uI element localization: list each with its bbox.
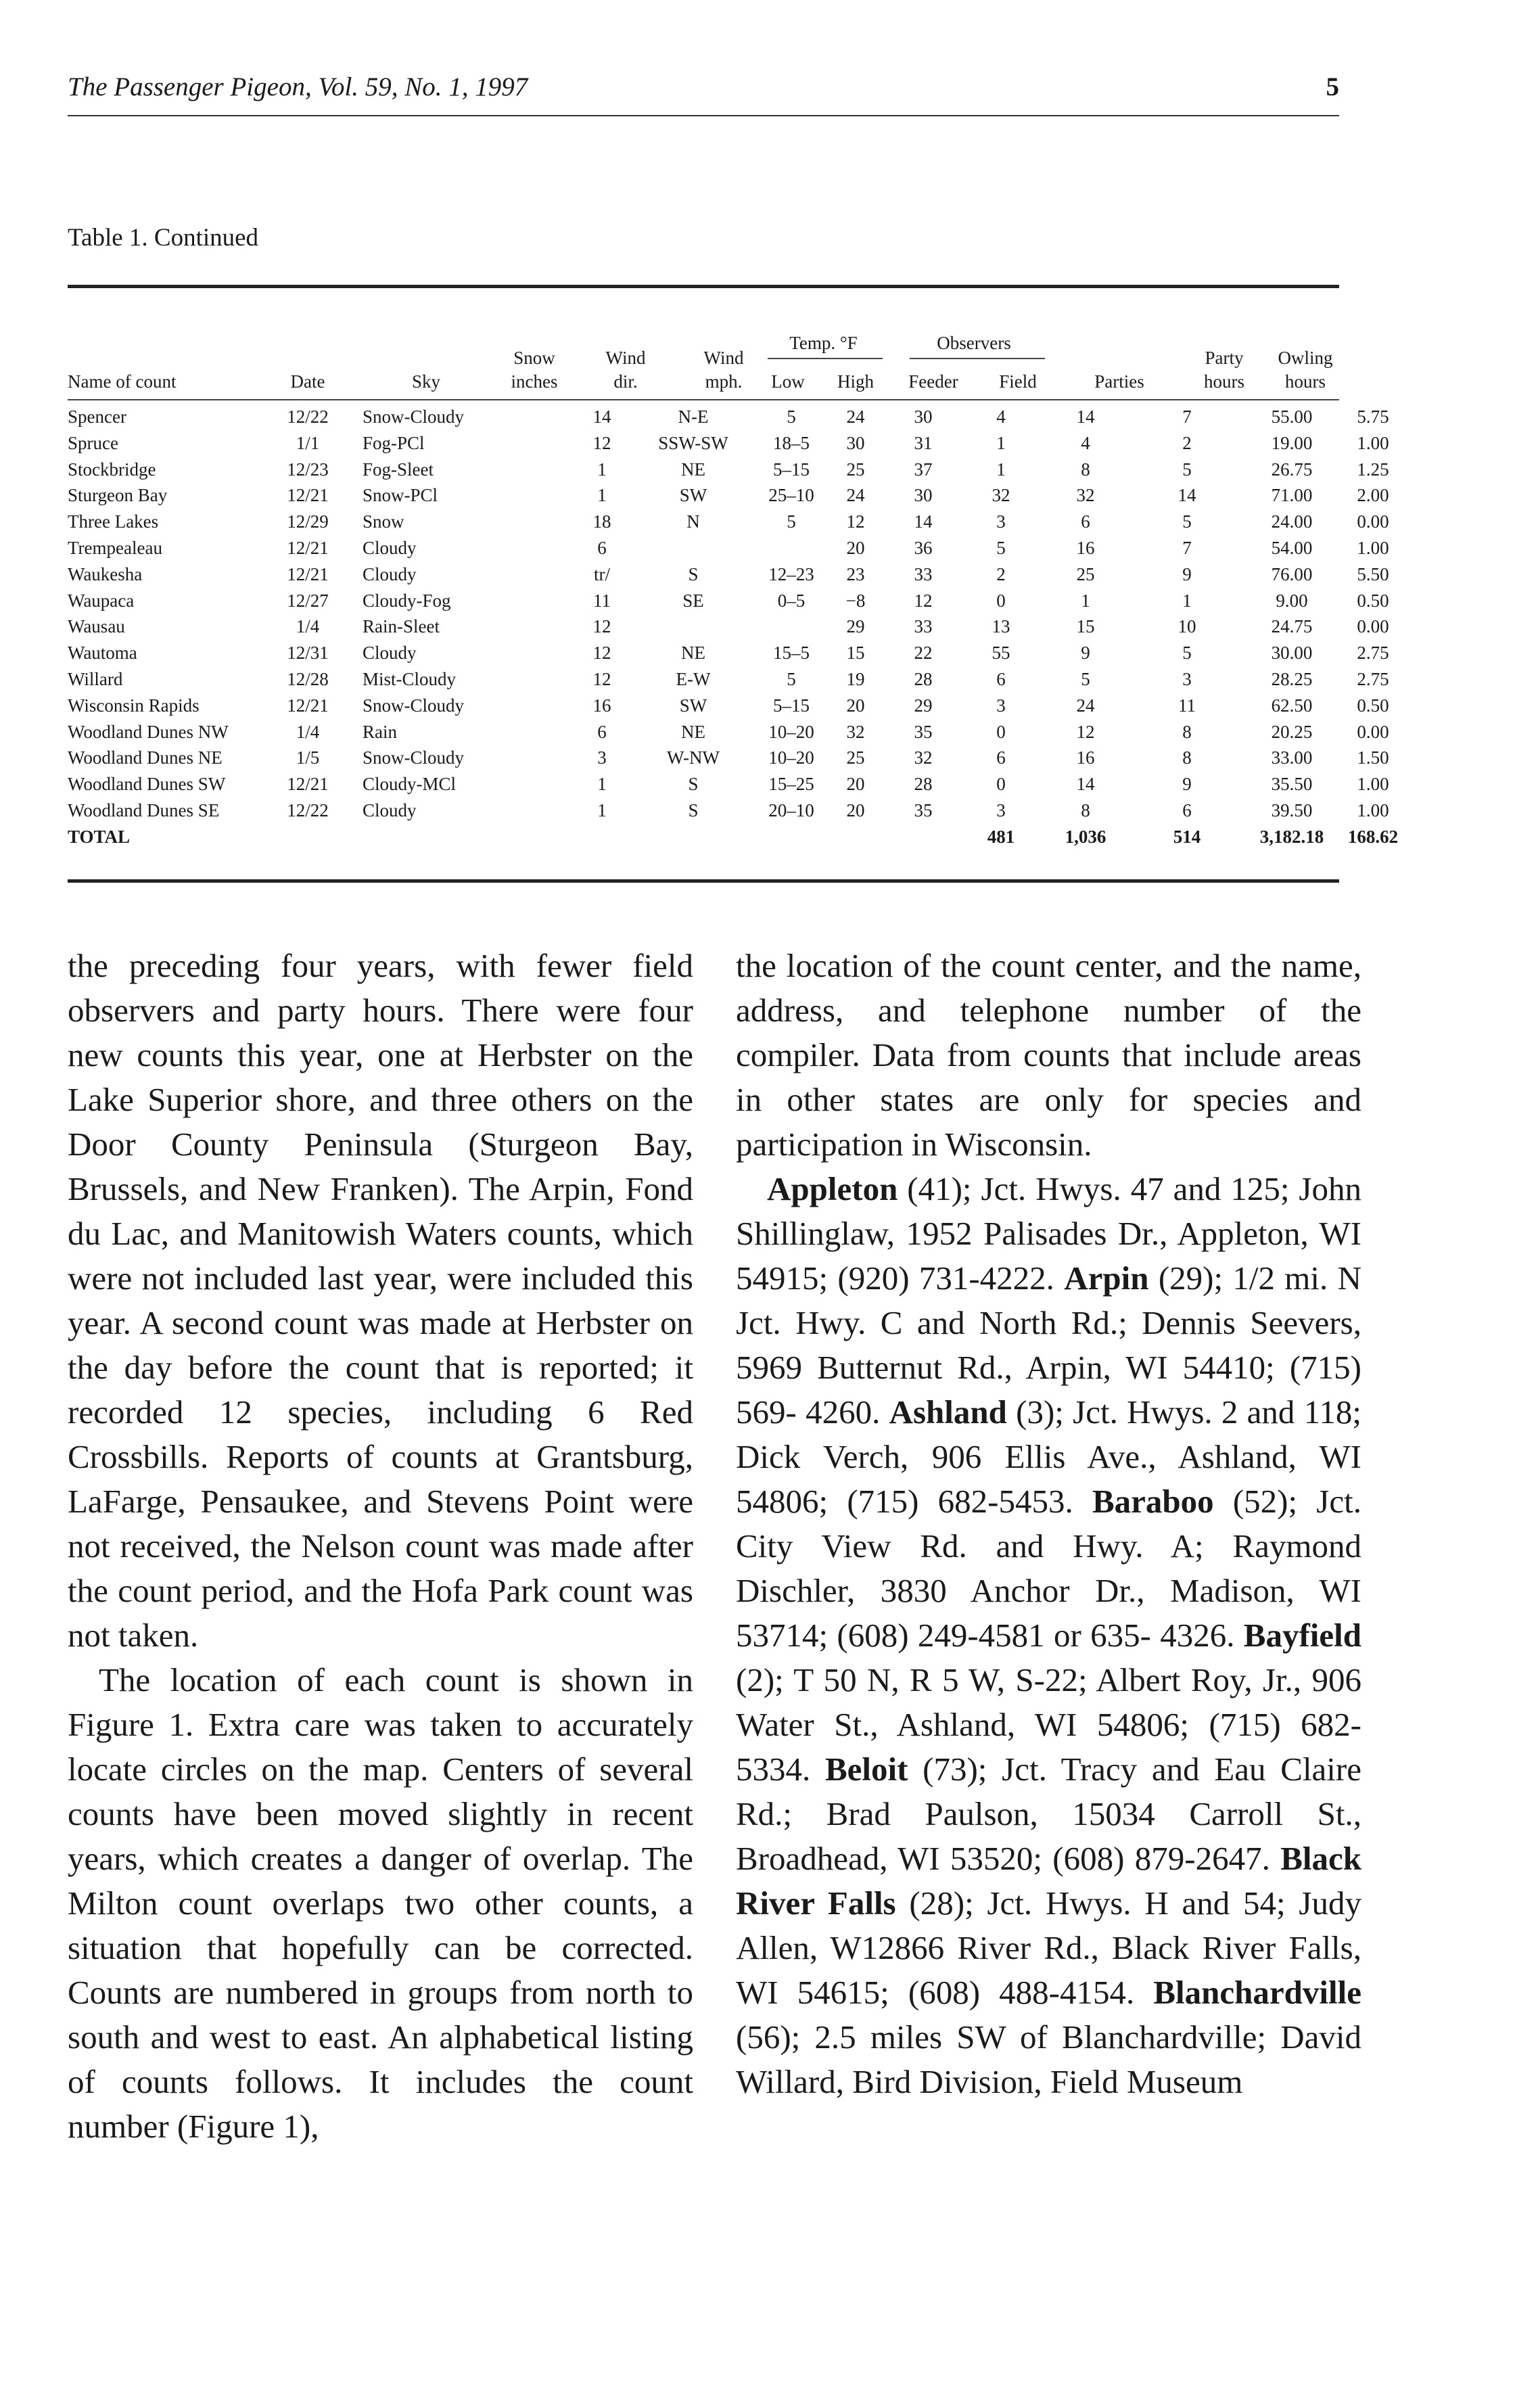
- count-details: (28); Jct. Hwys. H and 54; Judy Allen, W12866 River Rd., Black River Falls, WI 54615; (608) 488-4154.: [736, 1884, 1362, 2011]
- cell-snow: 18: [592, 511, 611, 532]
- cell-sky: Cloudy: [363, 563, 417, 584]
- wind-mph-header-2: mph.: [705, 371, 743, 392]
- cell-owling-hours: 5.50: [1357, 563, 1389, 584]
- header-rule: [68, 115, 1339, 116]
- table-row: [68, 613, 1389, 640]
- table-row: [68, 797, 1389, 824]
- cell-field: 4: [1081, 432, 1090, 453]
- cell-owling-hours: 2.75: [1357, 643, 1389, 664]
- cell-temp-high: 30: [914, 485, 933, 506]
- cell-wind-mph: 15–5: [773, 643, 810, 664]
- table-row: [68, 719, 1389, 745]
- cell-temp-high: 28: [914, 774, 933, 795]
- cell-owling-hours: 1.50: [1357, 747, 1389, 768]
- cell-field: 24: [1076, 695, 1095, 716]
- cell-temp-low: −8: [845, 590, 866, 611]
- party-hours-header-2: hours: [1204, 371, 1244, 392]
- cell-name: Waupaca: [68, 590, 135, 611]
- cell-temp-high: 33: [914, 616, 933, 637]
- cell-field: 8: [1081, 459, 1090, 480]
- cell-party-hours: 24.75: [1271, 616, 1313, 637]
- cell-parties: 6: [1182, 800, 1192, 820]
- cell-wind-mph: 15–25: [768, 774, 814, 795]
- count-details: (56); 2.5 miles SW of Blanchardville; David Willard, Bird Division, Field Museum: [736, 2018, 1361, 2100]
- cell-name: Woodland Dunes SE: [68, 800, 220, 820]
- cell-owling-hours: 1.00: [1357, 432, 1389, 453]
- cell-sky: Snow-PCl: [363, 485, 438, 506]
- cell-name: Woodland Dunes SW: [68, 774, 226, 795]
- cell-temp-high: 14: [914, 511, 933, 532]
- cell-snow: 6: [597, 537, 607, 558]
- table-body: [68, 404, 1399, 850]
- cell-wind-mph: 10–20: [768, 747, 814, 768]
- table-total-row: [68, 824, 1399, 850]
- count-name: Blanchardville: [1153, 1974, 1361, 2011]
- table-row: [68, 457, 1389, 483]
- total-feeder: 481: [987, 826, 1015, 847]
- cell-sky: Snow-Cloudy: [363, 695, 465, 716]
- cell-date: 1/5: [296, 747, 320, 768]
- count-details: (73); Jct. Tracy and Eau Claire Rd.; Brad Paulson, 15034 Carroll St., Broadhead, WI 53520; (608) 879-2647.: [736, 1751, 1361, 1877]
- parties-header: Parties: [1094, 371, 1144, 392]
- cell-wind-mph: 12–23: [768, 563, 814, 584]
- cell-date: 12/31: [287, 643, 329, 664]
- cell-snow: 1: [597, 800, 607, 820]
- cell-temp-high: 30: [914, 407, 933, 427]
- cell-field: 32: [1076, 485, 1095, 506]
- count-listing: [736, 1167, 1361, 2104]
- body-column-right: [736, 944, 1361, 2104]
- cell-snow: 12: [592, 616, 611, 637]
- table-row: [68, 771, 1389, 797]
- cell-owling-hours: 1.00: [1357, 537, 1389, 558]
- cell-name: Spruce: [68, 432, 118, 453]
- cell-date: 12/29: [287, 511, 329, 532]
- name-header: Name of count: [68, 371, 177, 392]
- cell-wind-dir: SE: [682, 590, 704, 611]
- cell-party-hours: 62.50: [1271, 695, 1313, 716]
- table-top-rule: [68, 285, 1339, 288]
- cell-name: Spencer: [68, 407, 126, 427]
- paragraph: the location of the count center, and the name, address, and telephone number of the compiler. Data from counts that include areas in other states are only for species and participation in Wisconsin.: [736, 947, 1361, 1163]
- cell-temp-low: 30: [846, 432, 865, 453]
- observers-group-header: Observers: [937, 333, 1011, 353]
- cell-temp-high: 22: [914, 643, 933, 664]
- cell-parties: 14: [1178, 485, 1196, 506]
- table-row: [68, 482, 1389, 509]
- cell-owling-hours: 1.25: [1357, 459, 1389, 480]
- cell-field: 12: [1076, 721, 1095, 742]
- cell-date: 1/4: [296, 721, 320, 742]
- cell-owling-hours: 5.75: [1357, 407, 1389, 427]
- cell-party-hours: 24.00: [1271, 511, 1313, 532]
- observers-group-rule: [910, 358, 1045, 359]
- feeder-header: Feeder: [908, 371, 958, 392]
- cell-sky: Snow-Cloudy: [363, 407, 465, 427]
- cell-field: 14: [1076, 774, 1095, 795]
- cell-date: 12/27: [287, 590, 329, 611]
- cell-sky: Rain: [363, 721, 397, 742]
- table-header-rule: [68, 399, 1339, 400]
- cell-owling-hours: 2.75: [1357, 668, 1389, 689]
- cell-feeder: 1: [996, 432, 1006, 453]
- cell-party-hours: 33.00: [1271, 747, 1313, 768]
- count-name: Black River Falls: [736, 1840, 1361, 1922]
- cell-parties: 7: [1182, 537, 1192, 558]
- cell-parties: 9: [1182, 563, 1192, 584]
- cell-field: 9: [1081, 643, 1090, 664]
- cell-wind-dir: NE: [681, 721, 705, 742]
- cell-temp-high: 35: [914, 800, 933, 820]
- cell-temp-high: 33: [914, 563, 933, 584]
- wind-dir-header-1: Wind: [605, 348, 646, 368]
- cell-parties: 8: [1182, 747, 1192, 768]
- cell-wind-mph: 18–5: [773, 432, 810, 453]
- cell-wind-dir: N-E: [678, 407, 709, 427]
- cell-snow: 14: [592, 407, 611, 427]
- total-parties: 514: [1173, 826, 1201, 847]
- cell-name: Willard: [68, 668, 123, 689]
- cell-field: 1: [1081, 590, 1090, 611]
- cell-party-hours: 71.00: [1271, 485, 1313, 506]
- count-details: (41); Jct. Hwys. 47 and 125; John Shillinglaw, 1952 Palisades Dr., Appleton, WI 54915; (920) 731-4222.: [736, 1170, 1361, 1297]
- party-hours-header-1: Party: [1205, 348, 1244, 368]
- cell-parties: 2: [1182, 432, 1192, 453]
- cell-party-hours: 55.00: [1271, 407, 1313, 427]
- cell-sky: Mist-Cloudy: [363, 668, 457, 689]
- cell-temp-high: 29: [914, 695, 933, 716]
- cell-sky: Rain-Sleet: [363, 616, 440, 637]
- cell-wind-dir: NE: [681, 643, 705, 664]
- cell-snow: 1: [597, 774, 607, 795]
- paragraph: The location of each count is shown in Figure 1. Extra care was taken to accurately locate circles on the map. Centers of several counts have been moved slightly in recent years, which creates a danger of overlap. The Milton count overlaps two other counts, a situation that hopefully can be corrected. Counts are numbered in groups from north to south and west to east. An alphabetical listing of counts follows. It includes the count number (Figure 1),: [68, 1661, 693, 2145]
- cell-party-hours: 39.50: [1271, 800, 1313, 820]
- cell-name: Wausau: [68, 616, 125, 637]
- cell-name: Three Lakes: [68, 511, 159, 532]
- cell-name: Sturgeon Bay: [68, 485, 168, 506]
- cell-sky: Cloudy: [363, 800, 417, 820]
- cell-feeder: 3: [996, 800, 1006, 820]
- cell-parties: 11: [1178, 695, 1196, 716]
- cell-temp-high: 28: [914, 668, 933, 689]
- cell-feeder: 1: [996, 459, 1006, 480]
- cell-party-hours: 20.25: [1271, 721, 1313, 742]
- cell-date: 12/21: [287, 485, 329, 506]
- cell-temp-low: 29: [846, 616, 865, 637]
- table-row: [68, 509, 1389, 535]
- cell-temp-high: 36: [914, 537, 933, 558]
- cell-feeder: 4: [996, 407, 1006, 427]
- total-owling-hours: 168.62: [1347, 826, 1399, 847]
- cell-wind-dir: SW: [679, 485, 707, 506]
- cell-parties: 8: [1182, 721, 1192, 742]
- cell-feeder: 3: [996, 695, 1006, 716]
- cell-sky: Fog-PCl: [363, 432, 425, 453]
- cell-date: 12/23: [287, 459, 329, 480]
- cell-party-hours: 9.00: [1276, 590, 1308, 611]
- cell-feeder: 13: [992, 616, 1010, 637]
- table-row: [68, 666, 1389, 693]
- cell-temp-low: 25: [846, 459, 865, 480]
- cell-owling-hours: 0.00: [1357, 721, 1389, 742]
- low-header: Low: [771, 371, 805, 392]
- cell-temp-low: 32: [846, 721, 865, 742]
- cell-snow: 16: [592, 695, 611, 716]
- running-head: [68, 72, 1339, 112]
- cell-name: Stockbridge: [68, 459, 156, 480]
- cell-wind-dir: SW: [679, 695, 707, 716]
- cell-parties: 1: [1182, 590, 1192, 611]
- cell-party-hours: 76.00: [1271, 563, 1313, 584]
- table-row: [68, 745, 1389, 771]
- cell-wind-dir: S: [688, 774, 699, 795]
- cell-wind-mph: 20–10: [768, 800, 814, 820]
- cell-wind-mph: 5: [787, 511, 796, 532]
- high-header: High: [837, 371, 874, 392]
- paragraph: the preceding four years, with fewer field observers and party hours. There were four new counts this year, one at Herbster on the Lake Superior shore, and three others on the Door County Peninsula (Sturgeon Bay, Brussels, and New Franken). The Arpin, Fond du Lac, and Manitowish Waters counts, which were not included last year, were included this year. A second count was made at Herbster on the day before the count that is reported; it recorded 12 species, including 6 Red Crossbills. Reports of counts at Grantsburg, LaFarge, Pensaukee, and Stevens Point were not received, the Nelson count was made after the count period, and the Hofa Park count was not taken.: [68, 947, 693, 1654]
- cell-temp-low: 15: [846, 643, 865, 664]
- cell-feeder: 2: [996, 563, 1006, 584]
- cell-party-hours: 28.25: [1271, 668, 1313, 689]
- cell-date: 12/21: [287, 695, 329, 716]
- wind-dir-header-2: dir.: [613, 371, 638, 392]
- cell-date: 12/28: [287, 668, 329, 689]
- cell-snow: 12: [592, 668, 611, 689]
- cell-feeder: 0: [996, 721, 1006, 742]
- cell-snow: 11: [593, 590, 611, 611]
- cell-wind-mph: 5: [787, 407, 796, 427]
- cell-snow: 6: [597, 721, 607, 742]
- cell-name: Trempealeau: [68, 537, 162, 558]
- cell-parties: 10: [1178, 616, 1196, 637]
- count-name: Beloit: [824, 1751, 908, 1788]
- cell-temp-high: 35: [914, 721, 933, 742]
- cell-party-hours: 54.00: [1271, 537, 1313, 558]
- cell-feeder: 3: [996, 511, 1006, 532]
- cell-snow: 12: [592, 643, 611, 664]
- cell-snow: 1: [597, 485, 607, 506]
- cell-owling-hours: 0.50: [1357, 590, 1389, 611]
- cell-wind-dir: W-NW: [667, 747, 720, 768]
- count-details: (3); Jct. Hwys. 2 and 118; Dick Verch, 906 Ellis Ave., Ashland, WI 54806; (715) 682-5453.: [736, 1393, 1361, 1520]
- cell-sky: Cloudy: [363, 643, 417, 664]
- cell-field: 8: [1081, 800, 1090, 820]
- page-number: 5: [1326, 72, 1339, 101]
- cell-wind-dir: SSW-SW: [658, 432, 728, 453]
- cell-date: 1/4: [296, 616, 320, 637]
- cell-party-hours: 35.50: [1271, 774, 1313, 795]
- cell-wind-mph: 5–15: [773, 695, 810, 716]
- cell-owling-hours: 0.50: [1357, 695, 1389, 716]
- count-details: (29); 1/2 mi. N Jct. Hwy. C and North Rd.; Dennis Seevers, 5969 Butternut Rd., Arpin, WI 54410; (715) 569- 4260.: [736, 1259, 1361, 1431]
- cell-temp-high: 12: [914, 590, 933, 611]
- cell-feeder: 55: [992, 643, 1010, 664]
- table-row: [68, 561, 1389, 588]
- cell-temp-low: 23: [846, 563, 865, 584]
- cell-field: 25: [1076, 563, 1095, 584]
- cell-temp-low: 25: [846, 747, 865, 768]
- cell-name: Waukesha: [68, 563, 143, 584]
- sky-header: Sky: [411, 371, 441, 392]
- count-name: Bayfield: [1243, 1617, 1361, 1654]
- cell-owling-hours: 0.00: [1357, 616, 1389, 637]
- table-row: [68, 588, 1389, 614]
- cell-wind-mph: 5: [787, 668, 796, 689]
- table-caption: Table 1. Continued: [68, 224, 259, 252]
- count-details: (2); T 50 N, R 5 W, S-22; Albert Roy, Jr., 906 Water St., Ashland, WI 54806; (715) 682-5334.: [736, 1661, 1361, 1788]
- cell-snow: tr/: [594, 563, 610, 584]
- cell-snow: 12: [592, 432, 611, 453]
- cell-owling-hours: 2.00: [1357, 485, 1389, 506]
- cell-field: 16: [1076, 537, 1095, 558]
- cell-party-hours: 26.75: [1271, 459, 1313, 480]
- cell-temp-high: 31: [914, 432, 933, 453]
- cell-field: 16: [1076, 747, 1095, 768]
- count-name: Appleton: [767, 1170, 898, 1207]
- cell-wind-dir: N: [686, 511, 700, 532]
- table-row: [68, 535, 1389, 561]
- cell-sky: Snow: [363, 511, 404, 532]
- owling-hours-header-1: Owling: [1278, 348, 1333, 368]
- snow-header-2: inches: [511, 371, 558, 392]
- cell-wind-mph: 5–15: [773, 459, 810, 480]
- cell-snow: 3: [597, 747, 607, 768]
- cell-snow: 1: [597, 459, 607, 480]
- cell-field: 14: [1076, 407, 1095, 427]
- cell-temp-high: 37: [914, 459, 933, 480]
- cell-sky: Snow-Cloudy: [363, 747, 465, 768]
- body-column-left: [68, 944, 693, 2149]
- table-row: [68, 404, 1389, 430]
- cell-temp-low: 20: [846, 800, 865, 820]
- cell-sky: Cloudy: [363, 537, 417, 558]
- total-field: 1,036: [1065, 826, 1106, 847]
- cell-temp-low: 12: [846, 511, 865, 532]
- cell-date: 12/21: [287, 563, 329, 584]
- cell-temp-low: 19: [846, 668, 865, 689]
- cell-wind-dir: E-W: [676, 668, 711, 689]
- cell-parties: 9: [1182, 774, 1192, 795]
- cell-feeder: 5: [996, 537, 1006, 558]
- cell-wind-dir: S: [688, 563, 699, 584]
- wind-mph-header-1: Wind: [703, 348, 744, 368]
- date-header: Date: [290, 371, 325, 392]
- cell-date: 1/1: [296, 432, 320, 453]
- cell-wind-mph: 25–10: [768, 485, 814, 506]
- table-bottom-rule: [68, 879, 1339, 883]
- cell-name: Wisconsin Rapids: [68, 695, 200, 716]
- cell-feeder: 6: [996, 747, 1006, 768]
- cell-sky: Cloudy-Fog: [363, 590, 451, 611]
- cell-sky: Cloudy-MCl: [363, 774, 457, 795]
- cell-temp-low: 20: [846, 537, 865, 558]
- cell-date: 12/22: [287, 407, 329, 427]
- cell-date: 12/22: [287, 800, 329, 820]
- count-name: Arpin: [1064, 1259, 1149, 1297]
- cell-parties: 5: [1182, 643, 1192, 664]
- field-header: Field: [999, 371, 1037, 392]
- cell-wind-dir: NE: [681, 459, 705, 480]
- cell-wind-mph: 0–5: [777, 590, 806, 611]
- cell-party-hours: 30.00: [1271, 643, 1313, 664]
- cell-date: 12/21: [287, 774, 329, 795]
- total-party-hours: 3,182.18: [1259, 826, 1324, 847]
- count-name: Ashland: [889, 1393, 1007, 1431]
- cell-parties: 5: [1182, 459, 1192, 480]
- owling-hours-header-2: hours: [1285, 371, 1326, 392]
- running-title: The Passenger Pigeon, Vol. 59, No. 1, 1997: [68, 72, 528, 101]
- cell-name: Woodland Dunes NW: [68, 721, 229, 742]
- table-row: [68, 430, 1389, 457]
- cell-field: 6: [1081, 511, 1090, 532]
- cell-party-hours: 19.00: [1271, 432, 1313, 453]
- table-row: [68, 640, 1389, 666]
- cell-temp-low: 24: [846, 407, 865, 427]
- cell-feeder: 0: [996, 590, 1006, 611]
- temp-group-rule: [768, 358, 883, 359]
- cell-feeder: 6: [996, 668, 1006, 689]
- count-name: Baraboo: [1092, 1483, 1214, 1520]
- cell-parties: 7: [1182, 407, 1192, 427]
- cell-field: 15: [1076, 616, 1095, 637]
- snow-header-1: Snow: [513, 348, 555, 368]
- cell-parties: 5: [1182, 511, 1192, 532]
- cell-owling-hours: 0.00: [1357, 511, 1389, 532]
- cell-wind-dir: S: [688, 800, 699, 820]
- cell-temp-low: 20: [846, 695, 865, 716]
- cell-date: 12/21: [287, 537, 329, 558]
- table-row: [68, 693, 1389, 719]
- cell-temp-high: 32: [914, 747, 933, 768]
- cell-feeder: 0: [996, 774, 1006, 795]
- cell-temp-low: 20: [846, 774, 865, 795]
- cell-temp-low: 24: [846, 485, 865, 506]
- cell-owling-hours: 1.00: [1357, 800, 1389, 820]
- cell-wind-mph: 10–20: [768, 721, 814, 742]
- cell-name: Wautoma: [68, 643, 137, 664]
- cell-owling-hours: 1.00: [1357, 774, 1389, 795]
- temp-group-header: Temp. °F: [789, 333, 858, 353]
- cell-parties: 3: [1182, 668, 1192, 689]
- count-details: (52); Jct. City View Rd. and Hwy. A; Raymond Dischler, 3830 Anchor Dr., Madison, WI 53714; (608) 249-4581 or 635- 4326.: [736, 1483, 1361, 1654]
- cell-field: 5: [1081, 668, 1090, 689]
- cell-sky: Fog-Sleet: [363, 459, 434, 480]
- total-label: TOTAL: [68, 826, 131, 847]
- cell-name: Woodland Dunes NE: [68, 747, 223, 768]
- cell-feeder: 32: [992, 485, 1010, 506]
